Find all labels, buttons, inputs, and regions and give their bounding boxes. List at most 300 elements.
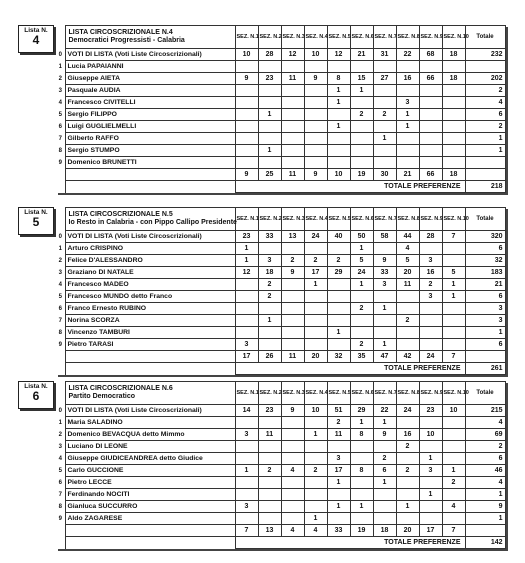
section-header-7: SEZ. N.7 — [373, 26, 396, 49]
candidate-row — [56, 303, 505, 315]
vote-cell: 22 — [396, 49, 419, 61]
section-header-4: SEZ. N.4 — [304, 208, 327, 231]
vote-cell — [304, 501, 327, 513]
candidate-row — [56, 429, 505, 441]
vote-cell — [442, 243, 465, 255]
section-header-2: SEZ. N.2 — [258, 26, 281, 49]
sum-cell: 10 — [327, 169, 350, 181]
vote-cell: 1 — [442, 465, 465, 477]
vote-cell: 1 — [258, 145, 281, 157]
vote-cell — [373, 97, 396, 109]
row-index: 3 — [56, 267, 65, 279]
candidate-name: Franco Ernesto RUBINO — [65, 303, 235, 315]
vote-cell — [442, 429, 465, 441]
candidate-name: Aldo ZAGARESE — [65, 513, 235, 525]
section-header-3: SEZ. N.3 — [281, 208, 304, 231]
list-votes-row — [56, 231, 505, 243]
vote-cell: 10 — [304, 405, 327, 417]
vote-cell — [258, 121, 281, 133]
row-total: 4 — [465, 417, 505, 429]
vote-cell — [281, 145, 304, 157]
sum-cell: 42 — [396, 351, 419, 363]
row-index: 9 — [56, 157, 65, 169]
candidate-row — [56, 133, 505, 145]
vote-cell — [235, 291, 258, 303]
vote-cell — [235, 303, 258, 315]
vote-cell — [304, 441, 327, 453]
results-table — [56, 381, 506, 549]
section-sum-row — [56, 169, 505, 181]
lista-label: Lista N. — [24, 209, 48, 216]
section-header-8: SEZ. N.8 — [396, 26, 419, 49]
candidate-name: Pietro LECCE — [65, 477, 235, 489]
vote-cell: 1 — [419, 453, 442, 465]
sum-cell: 26 — [258, 351, 281, 363]
vote-cell: 1 — [327, 501, 350, 513]
vote-cell: 1 — [373, 477, 396, 489]
vote-cell — [281, 157, 304, 169]
vote-cell — [304, 303, 327, 315]
vote-cell — [281, 501, 304, 513]
vote-cell — [235, 279, 258, 291]
candidate-row — [56, 73, 505, 85]
section-sum-row — [56, 351, 505, 363]
vote-cell — [396, 417, 419, 429]
vote-cell: 1 — [396, 109, 419, 121]
row-total: 1 — [465, 327, 505, 339]
vote-cell: 11 — [258, 429, 281, 441]
candidate-row — [56, 315, 505, 327]
sum-cell: 17 — [235, 351, 258, 363]
vote-cell — [396, 477, 419, 489]
row-index: 6 — [56, 303, 65, 315]
vote-cell — [281, 291, 304, 303]
vote-cell — [327, 243, 350, 255]
vote-cell — [258, 61, 281, 73]
vote-cell — [281, 303, 304, 315]
row-total: 202 — [465, 73, 505, 85]
vote-cell: 2 — [419, 279, 442, 291]
vote-cell: 16 — [396, 73, 419, 85]
list-votes-label: VOTI DI LISTA (Voti Liste Circoscrizionali) — [65, 405, 235, 417]
candidate-name: Vincenzo TAMBURI — [65, 327, 235, 339]
row-index: 8 — [56, 327, 65, 339]
vote-cell — [419, 109, 442, 121]
vote-cell: 3 — [235, 501, 258, 513]
candidate-name: Francesco CIVITELLI — [65, 97, 235, 109]
candidate-row — [56, 267, 505, 279]
sum-cell: 4 — [304, 525, 327, 537]
row-index: 7 — [56, 133, 65, 145]
list-title — [65, 208, 235, 231]
vote-cell — [327, 513, 350, 525]
candidate-name: Maria SALADINO — [65, 417, 235, 429]
vote-cell — [327, 157, 350, 169]
list-votes-row — [56, 49, 505, 61]
vote-cell: 9 — [235, 73, 258, 85]
vote-cell — [373, 327, 396, 339]
vote-cell: 16 — [396, 429, 419, 441]
row-index: 6 — [56, 121, 65, 133]
vote-cell — [304, 61, 327, 73]
vote-cell: 58 — [373, 231, 396, 243]
vote-cell: 2 — [258, 465, 281, 477]
vote-cell — [327, 489, 350, 501]
sum-cell: 7 — [442, 351, 465, 363]
candidate-row — [56, 441, 505, 453]
vote-cell — [442, 145, 465, 157]
candidate-name: Sergio FILIPPO — [65, 109, 235, 121]
vote-cell — [396, 61, 419, 73]
vote-cell — [350, 157, 373, 169]
sum-cell: 11 — [281, 351, 304, 363]
sum-cell: 24 — [419, 351, 442, 363]
vote-cell — [419, 417, 442, 429]
row-total: 4 — [465, 477, 505, 489]
vote-cell — [442, 339, 465, 351]
vote-cell — [258, 157, 281, 169]
section-header-10: SEZ. N.10 — [442, 26, 465, 49]
vote-cell: 40 — [327, 231, 350, 243]
vote-cell — [304, 85, 327, 97]
section-header-6: SEZ. N.6 — [350, 26, 373, 49]
vote-cell: 1 — [235, 465, 258, 477]
vote-cell: 24 — [396, 405, 419, 417]
candidate-name: Pasquale AUDIA — [65, 85, 235, 97]
vote-cell — [258, 327, 281, 339]
vote-cell — [304, 109, 327, 121]
vote-cell — [281, 243, 304, 255]
candidate-name: Giuseppe AIETA — [65, 73, 235, 85]
candidate-name: Graziano DI NATALE — [65, 267, 235, 279]
candidate-row — [56, 279, 505, 291]
list-title — [65, 26, 235, 49]
vote-cell: 21 — [350, 49, 373, 61]
vote-cell — [419, 121, 442, 133]
sum-index-blank — [56, 525, 65, 537]
vote-cell — [327, 303, 350, 315]
vote-cell: 11 — [327, 429, 350, 441]
list-votes-label: VOTI DI LISTA (Voti Liste Circoscrizionali) — [65, 231, 235, 243]
vote-cell — [304, 327, 327, 339]
row-index: 4 — [56, 97, 65, 109]
row-index: 1 — [56, 61, 65, 73]
vote-cell — [442, 453, 465, 465]
list-title-line2: Democratici Progressisti - Calabria — [68, 37, 185, 44]
vote-cell — [327, 109, 350, 121]
vote-cell: 3 — [258, 255, 281, 267]
vote-cell — [258, 477, 281, 489]
section-header-3: SEZ. N.3 — [281, 382, 304, 405]
vote-cell — [350, 489, 373, 501]
vote-cell — [281, 513, 304, 525]
candidate-row — [56, 513, 505, 525]
lista-label: Lista N. — [24, 383, 48, 390]
candidate-name: Ferdinando NOCITI — [65, 489, 235, 501]
row-index: 0 — [56, 49, 65, 61]
vote-cell: 3 — [327, 453, 350, 465]
row-index: 2 — [56, 255, 65, 267]
sum-index-blank — [56, 169, 65, 181]
row-total: 6 — [465, 109, 505, 121]
vote-cell: 2 — [258, 279, 281, 291]
row-total: 2 — [465, 441, 505, 453]
index-header-cell — [56, 382, 65, 405]
sum-blank — [65, 525, 235, 537]
row-index: 2 — [56, 429, 65, 441]
vote-cell — [235, 61, 258, 73]
results-table — [56, 207, 506, 375]
vote-cell: 24 — [350, 267, 373, 279]
row-total: 6 — [465, 291, 505, 303]
vote-cell: 1 — [235, 255, 258, 267]
candidate-row — [56, 465, 505, 477]
candidate-row — [56, 501, 505, 513]
vote-cell — [281, 417, 304, 429]
section-sum-row — [56, 525, 505, 537]
candidate-name: Domenico BEVACQUA detto Mimmo — [65, 429, 235, 441]
pref-blank — [65, 363, 235, 375]
vote-cell: 1 — [350, 501, 373, 513]
vote-cell — [235, 85, 258, 97]
vote-cell — [327, 339, 350, 351]
section-header-8: SEZ. N.8 — [396, 382, 419, 405]
row-total: 2 — [465, 85, 505, 97]
vote-cell — [373, 441, 396, 453]
vote-cell — [304, 315, 327, 327]
vote-cell — [258, 489, 281, 501]
vote-cell — [419, 339, 442, 351]
section-header-9: SEZ. N.9 — [419, 382, 442, 405]
sum-cell: 35 — [350, 351, 373, 363]
vote-cell: 16 — [419, 267, 442, 279]
vote-cell — [258, 339, 281, 351]
vote-cell: 9 — [281, 267, 304, 279]
sum-cell: 13 — [258, 525, 281, 537]
row-index: 5 — [56, 465, 65, 477]
vote-cell: 3 — [419, 255, 442, 267]
section-header-1: SEZ. N.1 — [235, 382, 258, 405]
total-preferences-label: TOTALE PREFERENZE — [235, 537, 465, 549]
row-total: 2 — [465, 121, 505, 133]
vote-cell: 18 — [442, 49, 465, 61]
lista-number-box — [18, 207, 54, 235]
lista-number: 4 — [32, 33, 40, 47]
sum-total-blank — [465, 351, 505, 363]
vote-cell — [258, 441, 281, 453]
vote-cell — [281, 339, 304, 351]
vote-cell — [281, 489, 304, 501]
sum-cell: 4 — [281, 525, 304, 537]
vote-cell: 4 — [281, 465, 304, 477]
vote-cell — [350, 513, 373, 525]
section-header-7: SEZ. N.7 — [373, 382, 396, 405]
vote-cell — [419, 243, 442, 255]
vote-cell: 2 — [258, 291, 281, 303]
vote-cell — [235, 145, 258, 157]
row-total: 6 — [465, 453, 505, 465]
vote-cell: 17 — [304, 267, 327, 279]
candidate-row — [56, 85, 505, 97]
vote-cell — [442, 61, 465, 73]
vote-cell: 9 — [373, 429, 396, 441]
candidate-row — [56, 243, 505, 255]
candidate-name: Arturo CRISPINO — [65, 243, 235, 255]
sum-cell: 19 — [350, 525, 373, 537]
list-title-line2: Partito Democratico — [68, 393, 136, 400]
vote-cell — [350, 97, 373, 109]
row-index: 9 — [56, 339, 65, 351]
vote-cell — [235, 97, 258, 109]
vote-cell: 1 — [419, 489, 442, 501]
candidate-name: Gianluca SUCCURRO — [65, 501, 235, 513]
candidate-row — [56, 145, 505, 157]
vote-cell: 1 — [373, 303, 396, 315]
vote-cell — [373, 489, 396, 501]
vote-cell — [327, 279, 350, 291]
vote-cell: 2 — [350, 109, 373, 121]
vote-cell — [442, 489, 465, 501]
vote-cell — [327, 61, 350, 73]
candidate-row — [56, 97, 505, 109]
candidate-row — [56, 339, 505, 351]
vote-cell: 50 — [350, 231, 373, 243]
vote-cell — [373, 145, 396, 157]
section-header-1: SEZ. N.1 — [235, 26, 258, 49]
vote-cell — [373, 121, 396, 133]
vote-cell — [396, 303, 419, 315]
vote-cell: 12 — [281, 49, 304, 61]
vote-cell — [281, 61, 304, 73]
sum-total-blank — [465, 169, 505, 181]
vote-cell — [396, 291, 419, 303]
vote-cell: 1 — [396, 121, 419, 133]
vote-cell: 1 — [373, 339, 396, 351]
sum-cell: 47 — [373, 351, 396, 363]
vote-cell — [304, 339, 327, 351]
sum-cell: 7 — [442, 525, 465, 537]
vote-cell: 1 — [235, 243, 258, 255]
list-votes-row — [56, 405, 505, 417]
vote-cell — [235, 477, 258, 489]
vote-cell: 2 — [304, 465, 327, 477]
vote-cell — [350, 133, 373, 145]
sum-cell: 20 — [304, 351, 327, 363]
vote-cell — [419, 501, 442, 513]
sum-cell: 9 — [304, 169, 327, 181]
vote-cell: 1 — [373, 133, 396, 145]
row-total: 6 — [465, 339, 505, 351]
section-header-10: SEZ. N.10 — [442, 208, 465, 231]
vote-cell: 1 — [442, 291, 465, 303]
section-header-2: SEZ. N.2 — [258, 382, 281, 405]
vote-cell — [281, 315, 304, 327]
section-header-5: SEZ. N.5 — [327, 208, 350, 231]
vote-cell — [281, 121, 304, 133]
vote-cell: 3 — [419, 291, 442, 303]
vote-cell — [258, 513, 281, 525]
vote-cell — [373, 85, 396, 97]
lista-number-box — [18, 25, 54, 53]
sum-cell: 11 — [281, 169, 304, 181]
sum-cell: 20 — [396, 525, 419, 537]
sum-total-blank — [465, 525, 505, 537]
candidate-row — [56, 291, 505, 303]
vote-cell — [258, 453, 281, 465]
vote-cell — [419, 327, 442, 339]
candidate-row — [56, 327, 505, 339]
vote-cell: 33 — [258, 231, 281, 243]
total-preferences-label: TOTALE PREFERENZE — [235, 363, 465, 375]
vote-cell — [350, 121, 373, 133]
row-index: 4 — [56, 279, 65, 291]
row-total: 1 — [465, 489, 505, 501]
vote-cell — [281, 327, 304, 339]
vote-cell — [442, 109, 465, 121]
section-header-9: SEZ. N.9 — [419, 208, 442, 231]
vote-cell: 1 — [350, 85, 373, 97]
vote-cell — [258, 243, 281, 255]
vote-cell: 27 — [373, 73, 396, 85]
lista-label: Lista N. — [24, 27, 48, 34]
row-total: 215 — [465, 405, 505, 417]
vote-cell — [396, 145, 419, 157]
vote-cell: 10 — [235, 49, 258, 61]
vote-cell — [235, 453, 258, 465]
lista-number: 5 — [32, 215, 40, 229]
vote-cell — [350, 441, 373, 453]
vote-cell — [258, 97, 281, 109]
vote-cell — [373, 513, 396, 525]
pref-blank — [65, 537, 235, 549]
section-header-2: SEZ. N.2 — [258, 208, 281, 231]
vote-cell — [373, 291, 396, 303]
vote-cell — [235, 315, 258, 327]
row-total — [465, 61, 505, 73]
vote-cell — [442, 255, 465, 267]
vote-cell: 2 — [281, 255, 304, 267]
vote-cell: 8 — [327, 73, 350, 85]
candidate-name: Norina SCORZA — [65, 315, 235, 327]
vote-cell — [281, 279, 304, 291]
sum-cell: 66 — [419, 169, 442, 181]
vote-cell — [304, 453, 327, 465]
vote-cell: 29 — [350, 405, 373, 417]
vote-cell: 12 — [327, 49, 350, 61]
vote-cell: 3 — [235, 339, 258, 351]
vote-cell — [235, 417, 258, 429]
lista-number-box — [18, 381, 54, 409]
vote-cell — [281, 97, 304, 109]
section-header-1: SEZ. N.1 — [235, 208, 258, 231]
vote-cell — [327, 133, 350, 145]
row-total: 1 — [465, 513, 505, 525]
vote-cell — [419, 441, 442, 453]
section-header-5: SEZ. N.5 — [327, 382, 350, 405]
candidate-name: Gilberto RAFFO — [65, 133, 235, 145]
pref-index-blank — [56, 363, 65, 375]
candidate-row — [56, 109, 505, 121]
section-header-5: SEZ. N.5 — [327, 26, 350, 49]
vote-cell — [281, 453, 304, 465]
sum-cell: 17 — [419, 525, 442, 537]
vote-cell: 66 — [419, 73, 442, 85]
vote-cell: 1 — [304, 429, 327, 441]
vote-cell — [442, 417, 465, 429]
vote-cell — [373, 243, 396, 255]
vote-cell: 10 — [442, 405, 465, 417]
section-header-7: SEZ. N.7 — [373, 208, 396, 231]
